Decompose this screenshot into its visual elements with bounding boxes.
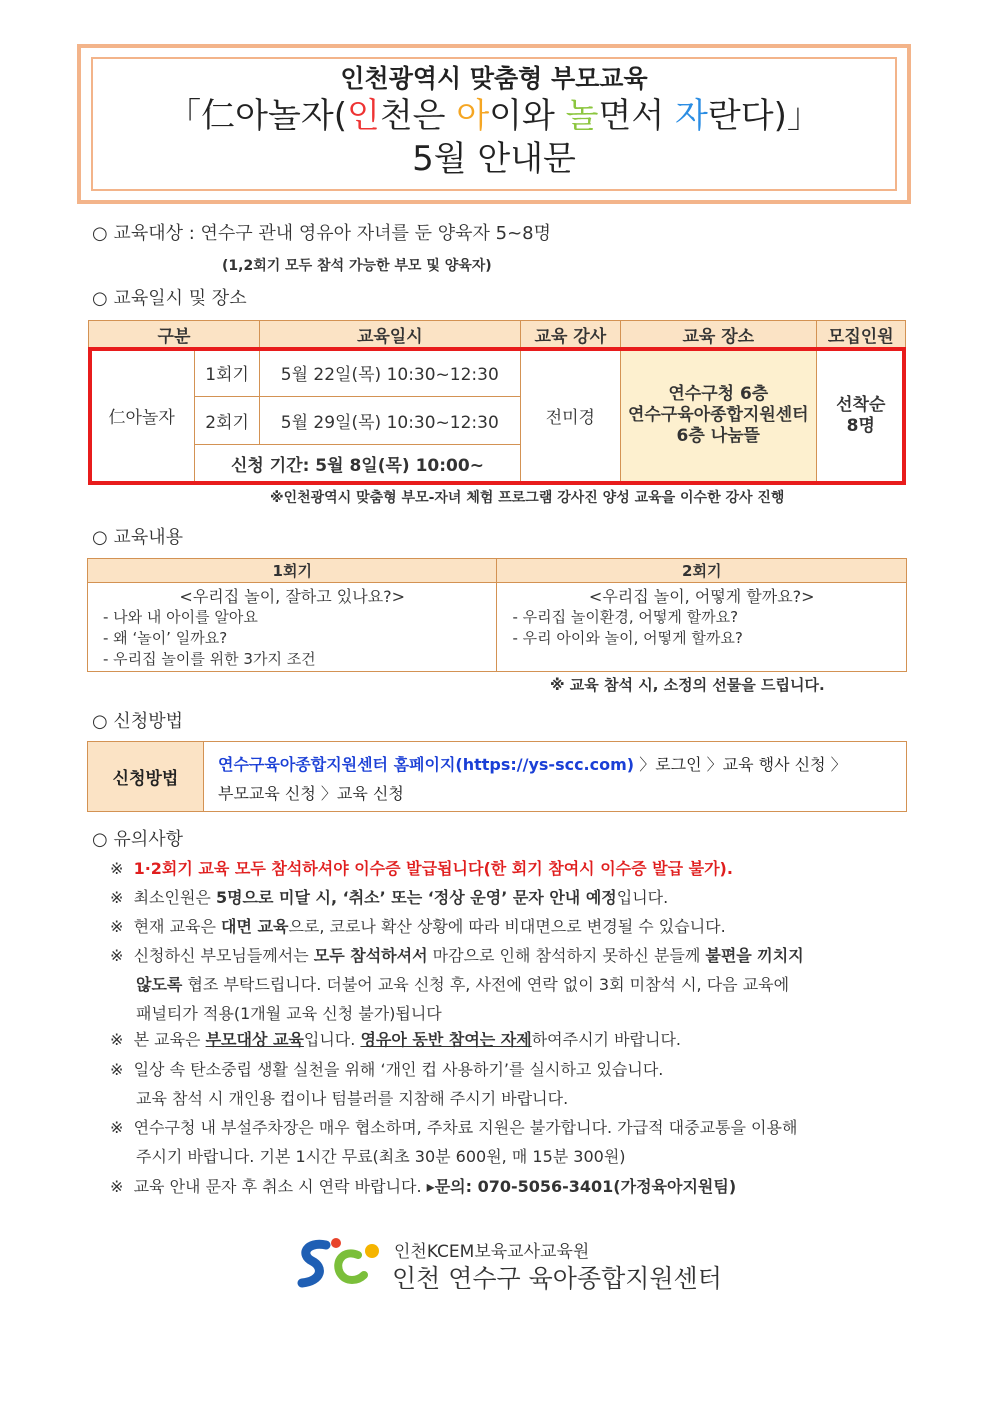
note-1: ※ 1·2회기 교육 모두 참석하셔야 이수증 발급됩니다(한 회기 참여시 이수증 발급 불가).: [110, 859, 733, 878]
gift-note: ※ 교육 참석 시, 소정의 선물을 드립니다.: [550, 676, 825, 694]
content-header-1: 1회기: [88, 559, 497, 583]
session-2-date: 5월 29일(목) 10:30~12:30: [259, 397, 520, 445]
list-item: - 우리집 놀이를 위한 3가지 조건: [103, 650, 316, 668]
apply-label: 신청방법: [88, 742, 204, 811]
header-instructor: 교육 강사: [520, 321, 620, 349]
note-4-line2: 않도록 협조 부탁드립니다. 더불어 교육 신청 후, 사전에 연락 없이 3회 미참석 시, 다음 교육에: [136, 975, 790, 994]
session-1: 1회기: [195, 349, 260, 397]
target-sub: (1,2회기 모두 참석 가능한 부모 및 양육자): [222, 258, 492, 274]
header-datetime: 교육일시: [259, 321, 520, 349]
homepage-link[interactable]: 연수구육아종합지원센터 홈페이지(https://ys-scc.com): [218, 755, 635, 774]
note-8: ※ 교육 안내 문자 후 취소 시 연락 바랍니다. ▸문의: 070-5056-3401(가정육아지원팀): [110, 1177, 737, 1196]
logo-line2: 인천 연수구 육아종합지원센터: [392, 1264, 722, 1293]
list-item: - 나와 내 아이를 알아요: [103, 608, 258, 626]
note-3: ※ 현재 교육은 대면 교육으로, 코로나 확산 상황에 따라 비대면으로 변경될 수 있습니다.: [110, 917, 726, 936]
content-section-title: ○ 교육내용: [92, 527, 183, 548]
header-capacity: 모집인원: [816, 321, 905, 349]
note-4-line3: 패널티가 적용(1개월 교육 신청 불가)됩니다: [136, 1004, 442, 1023]
logo-line1: 인천KCEM보육교사교육원: [394, 1242, 590, 1262]
program-name: 仁아놀자: [89, 349, 195, 483]
header-category: 구분: [89, 321, 260, 349]
session-1-date: 5월 22일(목) 10:30~12:30: [259, 349, 520, 397]
note-7-line2: 주시기 바랍니다. 기본 1시간 무료(최초 30분 600원, 매 15분 300원): [136, 1147, 626, 1166]
schedule-footnote: ※인천광역시 맞춤형 부모-자녀 체험 프로그램 강사진 양성 교육을 이수한 강사 진행: [270, 490, 785, 506]
application-period: 신청 기간: 5월 8일(목) 10:00~: [195, 445, 520, 483]
notes-section-title: ○ 유의사항: [92, 829, 183, 850]
note-2: ※ 최소인원은 5명으로 미달 시, ‘취소’ 또는 ‘정상 운영’ 문자 안내 예정입니다.: [110, 888, 669, 907]
schedule-section-title: ○ 교육일시 및 장소: [92, 288, 247, 309]
content-table: [87, 558, 907, 672]
apply-steps: 연수구육아종합지원센터 홈페이지(https://ys-scc.com) 〉로그인 〉교육 행사 신청 〉 부모교육 신청 〉교육 신청: [218, 755, 847, 803]
content-col-2: <우리집 놀이, 어떻게 할까요?> - 우리집 놀이환경, 어떻게 할까요? - 우리 아이와 놀이, 어떻게 할까요?: [497, 583, 907, 672]
session-2: 2회기: [195, 397, 260, 445]
highlight-box: [88, 347, 906, 485]
title-line2: 「仁아놀자(인천은 아이와 놀면서 자란다)」: [167, 96, 821, 136]
apply-box: [87, 741, 907, 812]
list-item: - 우리 아이와 놀이, 어떻게 할까요?: [512, 629, 743, 647]
header-place: 교육 장소: [621, 321, 817, 349]
capacity-cell: 선착순 8명: [816, 349, 905, 483]
title-line1: 인천광역시 맞춤형 부모교육: [340, 64, 648, 93]
note-4: ※ 신청하신 부모님들께서는 모두 참석하셔서 마감으로 인해 참석하지 못하신 분들께 불편을 끼치지: [110, 946, 804, 965]
apply-section-title: ○ 신청방법: [92, 711, 183, 732]
note-7: ※ 연수구청 내 부설주차장은 매우 협소하며, 주차료 지원은 불가합니다. 가급적 대중교통을 이용해: [110, 1118, 798, 1137]
note-5: ※ 본 교육은 부모대상 교육입니다. 영유아 동반 참여는 자제하여주시기 바랍니다.: [110, 1030, 681, 1049]
content-col-1: <우리집 놀이, 잘하고 있나요?> - 나와 내 아이를 알아요 - 왜 ‘놀이’ 일까요? - 우리집 놀이를 위한 3가지 조건: [88, 583, 497, 672]
note-6-line2: 교육 참석 시 개인용 컵이나 텀블러를 지참해 주시기 바랍니다.: [136, 1089, 569, 1108]
title-box: [91, 57, 897, 191]
title-line3: 5월 안내문: [412, 139, 576, 179]
content-header-2: 2회기: [497, 559, 907, 583]
list-item: - 우리집 놀이환경, 어떻게 할까요?: [512, 608, 739, 626]
instructor-name: 전미경: [520, 349, 620, 483]
list-item: - 왜 ‘놀이’ 일까요?: [103, 629, 228, 647]
note-6: ※ 일상 속 탄소중립 생활 실천을 위해 ‘개인 컵 사용하기’를 실시하고 있습니다.: [110, 1060, 664, 1079]
center-logo-icon: [296, 1235, 386, 1291]
place-cell: 연수구청 6층 연수구육아종합지원센터 6층 나눔뜰: [621, 349, 817, 483]
target-line: ○ 교육대상 : 연수구 관내 영유아 자녀를 둔 양육자 5~8명: [92, 223, 552, 244]
